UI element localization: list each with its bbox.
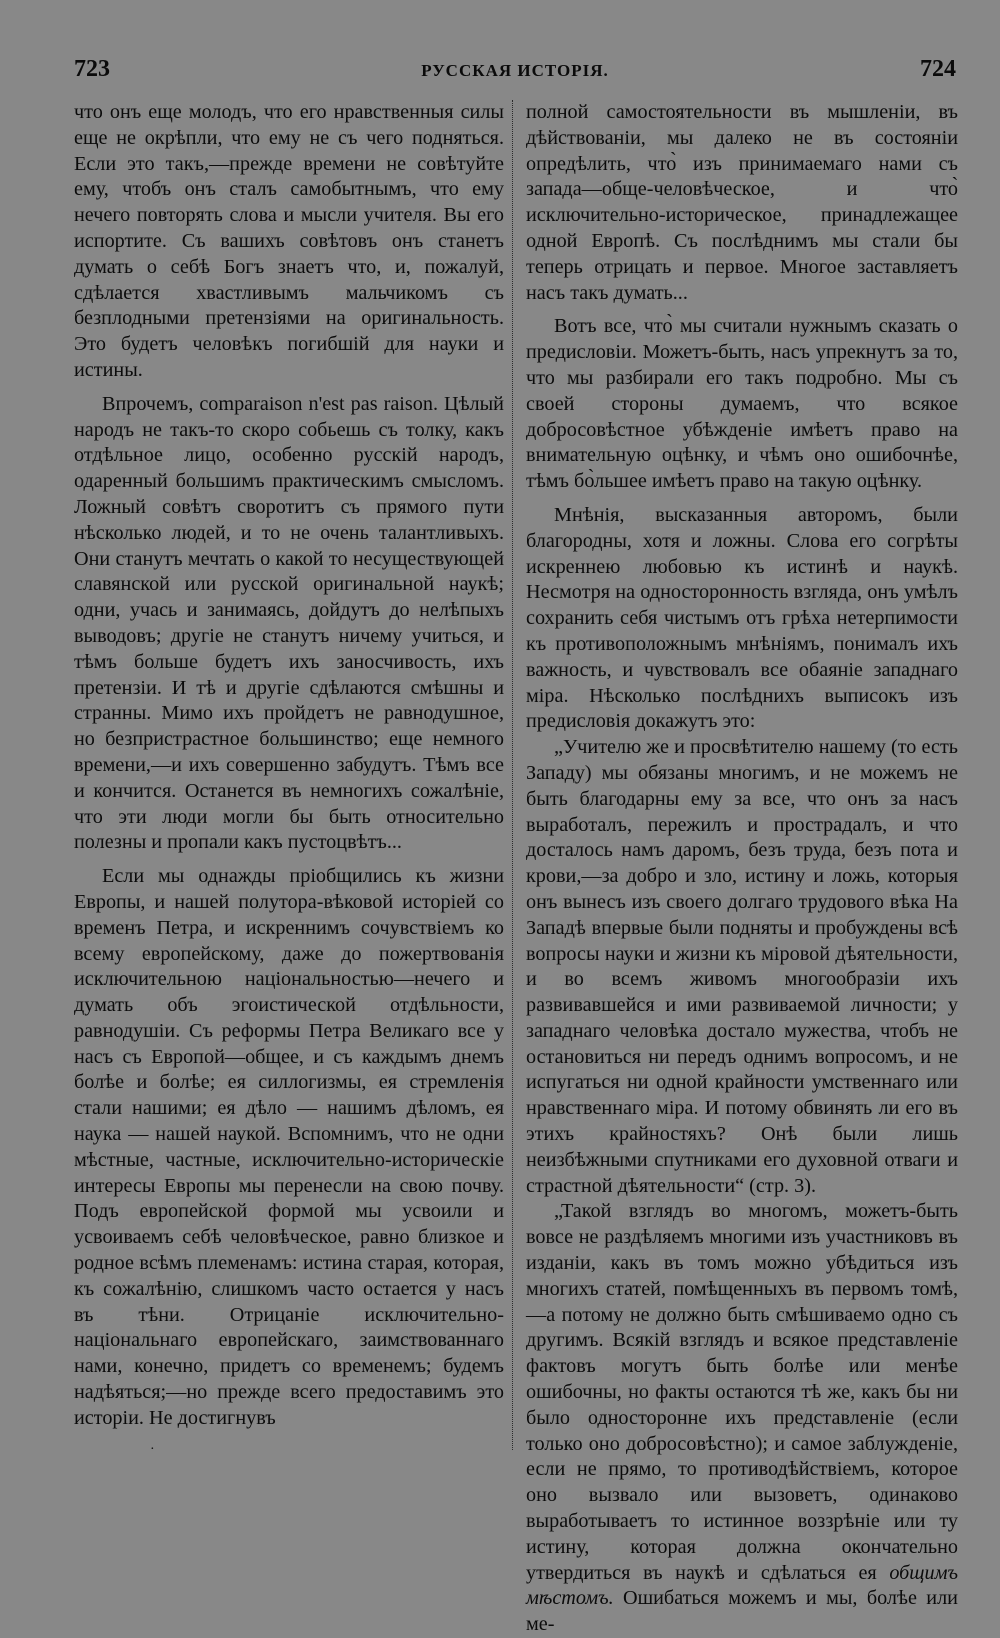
quotation-text: Ошибаться можемъ и мы, болѣе или ме- bbox=[526, 1587, 958, 1636]
paragraph: Мнѣнія, высказанныя авторомъ, были благородны, хотя и ложны. Слова его согрѣты искреннею любовью къ истинѣ и наукѣ. Несмотря на односторонность взгляда, онъ умѣлъ сохранить себя чистымъ отъ грѣха нетерпимости къ противоположнымъ мнѣніямъ, понималъ ихъ важность, и чувствовалъ все обаяніе западнаго міра. Нѣсколько послѣднихъ выписокъ изъ предисловія докажутъ это: bbox=[526, 503, 958, 733]
running-header bbox=[74, 56, 956, 88]
paragraph: полной самостоятельности въ мышленіи, въ дѣйствованіи, мы далеко не въ состояніи опредѣлить, что̀ изъ принимаемаго нами съ запада—обще-человѣческое, и что̀ исключительно-историческое, принадлежащее одной Европѣ. Съ послѣднимъ мы стали бы теперь отрицать и первое. Многое заставляетъ насъ такъ думать... bbox=[526, 101, 958, 304]
quotation-text: „Такой взглядъ во многомъ, можетъ-быть вовсе не раздѣляемъ многими изъ участниковъ въ изданіи, какъ въ томъ можно убѣдиться изъ многихъ статей, помѣщенныхъ въ первомъ томѣ,—а потому не должно быть смѣшиваемо одно съ другимъ. Всякій взглядъ и всякое представленіе фактовъ могутъ быть болѣе или менѣе ошибочны, но факты остаются тѣ же, какъ бы ни было односторонне ихъ представленіе (если только оно добросовѣстно); и самое заблужденіе, если не прямо, то противодѣйствіемъ, которое оно вызвало или вызоветъ, одинаково выработываетъ то истинное воззрѣніе или ту истину, которая должна окончательно утвердиться въ наукѣ и сдѣлаться ея bbox=[526, 1200, 958, 1584]
column-divider bbox=[512, 100, 513, 1450]
right-page-number: 724 bbox=[920, 56, 956, 82]
paragraph: что онъ еще молодъ, что его нравственныя силы еще не окрѣпли, что ему не съ чего подняться. Если это такъ,—прежде времени не совѣтуйте ему, чтобъ онъ сталъ самобытнымъ, что ему нечего повторять слова и мысли учителя. Вы его испортите. Съ вашихъ совѣтовъ онъ станетъ думать о себѣ Богъ знаетъ что, и, пожалуй, сдѣлается хвастливымъ мальчикомъ съ безплодными претензіями на оригинальность. Это будетъ человѣкъ погибшій для науки и истины. bbox=[74, 101, 504, 381]
italic-phrase: общимъ мѣстомъ. bbox=[526, 1561, 958, 1610]
speck: · bbox=[150, 1442, 155, 1457]
paragraph: Вотъ все, что̀ мы считали нужнымъ сказать о предисловіи. Можетъ-быть, насъ упрекнутъ за то, что мы разбирали его такъ подробно. Мы съ своей стороны думаемъ, что всякое добросовѣстное убѣжденіе имѣетъ право на внимательную оцѣнку, и чѣмъ оно ошибочнѣе, тѣмъ бо̀льшее имѣетъ право на такую оцѣнку. bbox=[526, 315, 958, 493]
running-title: РУССКАЯ ИСТОРІЯ. bbox=[421, 61, 609, 80]
paragraph: Если мы однажды пріобщились къ жизни Европы, и нашей полутора-вѣковой исторіей со временъ Петра, и искреннимъ сочувствіемъ ко всему европейскому, даже до пожертвованія исключительною національностью—нечего и думать объ эгоистической отдѣльности, равнодушіи. Съ реформы Петра Великаго все у насъ съ Европой—общее, и съ каждымъ днемъ болѣе и болѣе; ея силлогизмы, ея стремленія стали нашими; ея дѣло — нашимъ дѣломъ, ея наука — нашей наукой. Вспомнимъ, что не одни мѣстные, частные, исключительно-историческіе интересы Европы мы перенесли на свою почву. Подъ европейской формой мы усвоили и усвоиваемъ себѣ человѣческое, равно близкое и родное всѣмъ племенамъ: истина старая, которая, къ сожалѣнію, слишкомъ часто остается у насъ въ тѣни. Отрицаніе исключительно-національнаго европейскаго, заимствованнаго нами, конечно, придетъ со временемъ; будемъ надѣяться;—но прежде всего предоставимъ это исторіи. Не достигнувъ bbox=[74, 865, 504, 1429]
left-column bbox=[74, 100, 504, 1432]
paragraph: Впрочемъ, comparaison n'est pas raison. Цѣлый народъ не такъ-то скоро собьешь съ толку, какъ отдѣльное лицо, особенно русскій народъ, одаренный большимъ практическимъ смысломъ. Ложный совѣтъ своротитъ съ прямого пути нѣсколько людей, и то не очень талантливыхъ. Они станутъ мечтать о какой то несуществующей славянской или русской оригинальной наукѣ; одни, учась и занимаясь, дойдутъ до нелѣпыхъ выводовъ; другіе не станутъ ничему учиться, и тѣмъ больше будетъ ихъ заносчивость, ихъ претензіи. И тѣ и другіе сдѣлаются смѣшны и странны. Мимо ихъ пройдетъ не равнодушное, но безпристрастное большинство; еще немного времени,—и ихъ совершенно забудутъ. Тѣмъ все и кончится. Останется въ немногихъ сожалѣніе, что эти люди могли бы быть относительно полезны и пропали какъ пустоцвѣтъ... bbox=[74, 392, 504, 854]
quotation bbox=[526, 1199, 958, 1638]
right-column bbox=[526, 100, 958, 1638]
left-page-number: 723 bbox=[74, 56, 110, 82]
quotation: „Учителю же и просвѣтителю нашему (то есть Западу) мы обязаны многимъ, и не можемъ не быть благодарны ему за все, что онъ за насъ выработалъ, пережилъ и прострадалъ, и что досталось намъ даромъ, безъ труда, безъ пота и крови,—за добро и зло, истину и ложь, которыя онъ вынесъ изъ своего долгаго трудового вѣка На Западѣ впервые были подняты и пробуждены всѣ вопросы науки и жизни къ міровой дѣятельности, и во всемъ живомъ многообразіи ихъ развивавшейся и ими развиваемой личности; у западнаго человѣка достало мужества, чтобъ не остановиться ни передъ однимъ вопросомъ, и не испугаться ни одной крайности умственнаго или нравственнаго міра. И потому обвинять ли его въ этихъ крайностяхъ? Онѣ были лишь неизбѣжными спутниками его духовной отваги и страстной дѣятельности“ (стр. 3). bbox=[526, 736, 958, 1197]
